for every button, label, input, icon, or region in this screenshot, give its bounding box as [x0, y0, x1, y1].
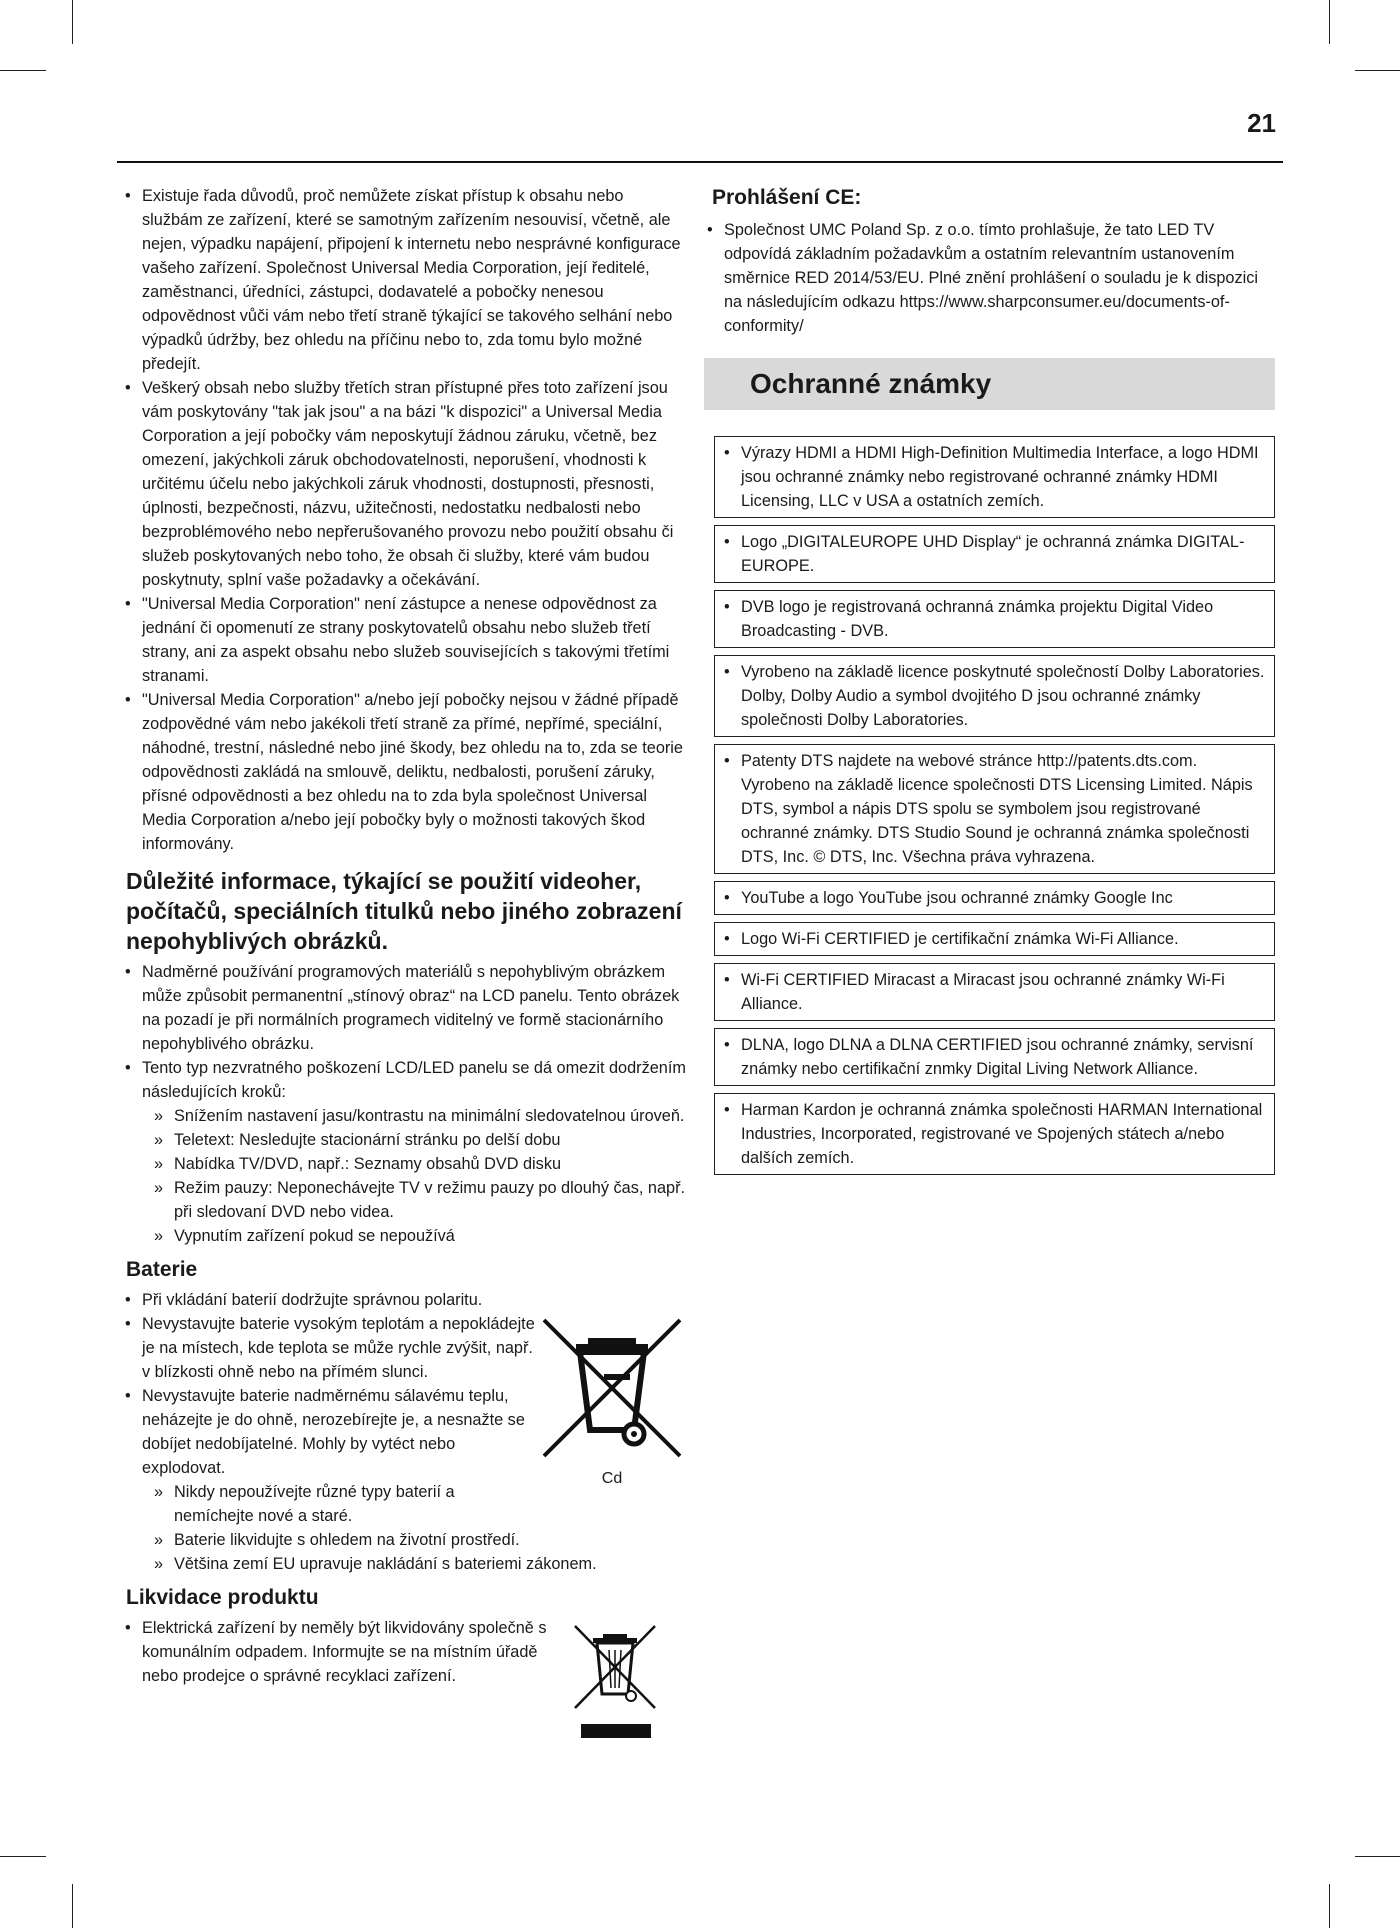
- trademarks-heading: Ochranné známky: [750, 368, 992, 399]
- trademark-box: [714, 590, 1275, 648]
- battery-weee-symbol: [537, 1318, 687, 1491]
- list-item: • Výrazy HDMI a HDMI High-Definition Multimedia Interface, a logo HDMI jsou ochranné známky nebo registrované ochranné známky HDMI Licensing, LLC v USA a ostatních zemích.: [715, 441, 1266, 513]
- list-item: • Logo „DIGITALEUROPE UHD Display“ je ochranná známka DIGITAL-EUROPE.: [715, 530, 1266, 578]
- list-item: • Společnost UMC Poland Sp. z o.o. tímto prohlašuje, že tato LED TV odpovídá základním požadavkům a ostatním relevantním ustanovením směrnice RED 2014/53/EU. Plné znění prohlášení o souladu je k dispozici na následujícím odkazu https://www.sharpconsumer.eu/documents-of-conformity/: [704, 218, 1275, 338]
- list-item: • Logo Wi-Fi CERTIFIED je certifikační známka Wi-Fi Alliance.: [715, 927, 1266, 951]
- video-list: [122, 960, 687, 1248]
- right-column: [704, 184, 1275, 1182]
- list-item: • Nadměrné používání programových materiálů s nepohyblivým obrázkem může způsobit permanentní „stínový obraz“ na LCD panelu. Tento obrázek na pozadí je při normálních programech viditelný ve formě stacionárního nepohyblivého obrázku.: [122, 960, 687, 1056]
- step-item: » Nikdy nepoužívejte různé typy baterií a nemíchejte nové a staré.: [154, 1480, 464, 1528]
- disposal-list: [122, 1616, 562, 1688]
- trademark-box: [714, 525, 1275, 583]
- list-item: • Patenty DTS najdete na webové stránce http://patents.dts.com. Vyrobeno na základě licence společnosti DTS Licensing Limited. Nápis DTS, symbol a nápis DTS spolu se symbolem jsou registrované ochranné známky. DTS Studio Sound je ochranná známka společnosti DTS, Inc. © DTS, Inc. Všechna práva vyhrazena.: [715, 749, 1266, 869]
- list-item: [122, 1056, 687, 1248]
- crop-mark: [1329, 1884, 1330, 1928]
- trademark-box: [714, 1093, 1275, 1175]
- disposal-heading: Likvidace produktu: [126, 1586, 319, 1609]
- step-item: » Vypnutím zařízení pokud se nepoužívá: [154, 1224, 687, 1248]
- step-item: » Režim pauzy: Neponechávejte TV v režimu pauzy po dlouhý čas, např. při sledovaní DVD nebo videa.: [154, 1176, 687, 1224]
- crop-mark: [1329, 0, 1330, 44]
- list-item: • Existuje řada důvodů, proč nemůžete získat přístup k obsahu nebo službám ze zařízení, které se samotným zařízením nesouvisí, včetně, ale nejen, výpadku napájení, připojení k internetu nebo nesprávné konfigurace vašeho zařízení. Společnost Universal Media Corporation, její ředitelé, zaměstnanci, úředníci, zástupci, dodavatelé a pobočky nenesou odpovědnost vůči vám nebo třetí straně týkající se takového selhání nebo výpadků údržby, bez ohledu na příčinu nebo to, zda tomu bylo možné předejít.: [122, 184, 687, 376]
- list-item-text: Tento typ nezvratného poškození LCD/LED panelu se dá omezit dodržením následujících kroků:: [142, 1059, 686, 1101]
- list-item: • Při vkládání baterií dodržujte správnou polaritu.: [122, 1288, 542, 1312]
- trademarks-list: [704, 436, 1275, 1175]
- trademark-box: [714, 1028, 1275, 1086]
- crop-mark: [0, 1856, 46, 1857]
- battery-heading: Baterie: [126, 1258, 198, 1281]
- video-heading: Důležité informace, týkající se použití videoher, počítačů, speciálních titulků nebo jiného zobrazení nepohyblivých obrázků.: [126, 868, 682, 954]
- crossed-bin-icon: [573, 1624, 657, 1740]
- list-item: • "Universal Media Corporation" není zástupce a nenese odpovědnost za jednání či opomenutí ze strany poskytovatelů obsahu nebo služeb třetí strany, ani za aspekt obsahu nebo služeb souvisejících s takovými třetími stranami.: [122, 592, 687, 688]
- disposal-section: [122, 1616, 687, 1688]
- ce-list: [704, 218, 1275, 338]
- list-item: • Elektrická zařízení by neměly být likvidovány společně s komunálním odpadem. Informujte se na místním úřadě nebo prodejce o správné recyklaci zařízení.: [122, 1616, 562, 1688]
- left-column: [122, 184, 687, 1688]
- battery-section: [122, 1288, 687, 1576]
- trademark-box: [714, 436, 1275, 518]
- list-item: • Nevystavujte baterie vysokým teplotám a nepokládejte je na místech, kde teplota se může rychle zvýšit, např. v blízkosti ohně nebo na přímém slunci.: [122, 1312, 542, 1384]
- trademark-box: [714, 881, 1275, 915]
- battery-icon-label: Cd: [601, 1470, 623, 1487]
- trademarks-heading-band: [704, 358, 1275, 410]
- product-weee-symbol: [573, 1624, 673, 1747]
- ce-heading: Prohlášení CE:: [712, 186, 862, 209]
- page-number: 21: [1247, 108, 1276, 138]
- crop-mark: [72, 0, 73, 44]
- battery-steps: [122, 1480, 687, 1576]
- step-item: » Teletext: Nesledujte stacionární stránku po delší dobu: [154, 1128, 687, 1152]
- list-item: • Harman Kardon je ochranná známka společnosti HARMAN International Industries, Incorporated, registrované ve Spojených státech a/nebo dalších zemích.: [715, 1098, 1266, 1170]
- battery-list: [122, 1288, 542, 1480]
- video-steps: [142, 1104, 687, 1248]
- list-item: • YouTube a logo YouTube jsou ochranné známky Google Inc: [715, 886, 1266, 910]
- header-rule: [117, 161, 1283, 163]
- list-item: • DVB logo je registrovaná ochranná známka projektu Digital Video Broadcasting - DVB.: [715, 595, 1266, 643]
- list-item: • Nevystavujte baterie nadměrnému sálavému teplu, neházejte je do ohně, nerozebírejte je, a nesnažte se dobíjet nedobíjatelné. Mohly by vytéct nebo explodovat.: [122, 1384, 542, 1480]
- step-item: » Většina zemí EU upravuje nakládání s bateriemi zákonem.: [154, 1552, 687, 1576]
- step-item: » Snížením nastavení jasu/kontrastu na minimální sledovatelnou úroveň.: [154, 1104, 687, 1128]
- trademark-box: [714, 655, 1275, 737]
- list-item: • DLNA, logo DLNA a DLNA CERTIFIED jsou ochranné známky, servisní známky nebo certifikační znmky Digital Living Network Alliance.: [715, 1033, 1266, 1081]
- crop-mark: [0, 70, 46, 71]
- list-item: • "Universal Media Corporation" a/nebo její pobočky nejsou v žádné případě zodpovědné vám nebo jakékoli třetí straně za přímé, nepřímé, speciální, náhodné, trestní, následné nebo jiné škody, bez ohledu na to, zda se teorie odpovědnosti zakládá na smlouvě, deliktu, nedbalosti, porušení záruky, přísné odpovědnosti a bez ohledu na to zda byla společnost Universal Media Corporation a/nebo její pobočky byly o možnosti takových škod informovány.: [122, 688, 687, 856]
- crop-mark: [1355, 1856, 1400, 1857]
- step-item: » Nabídka TV/DVD, např.: Seznamy obsahů DVD disku: [154, 1152, 687, 1176]
- trademark-box: [714, 922, 1275, 956]
- trademark-box: [714, 963, 1275, 1021]
- crossed-bin-icon: [542, 1318, 682, 1458]
- intro-list: [122, 184, 687, 856]
- list-item: • Vyrobeno na základě licence poskytnuté společností Dolby Laboratories. Dolby, Dolby Audio a symbol dvojitého D jsou ochranné známky společnosti Dolby Laboratories.: [715, 660, 1266, 732]
- list-item: • Wi-Fi CERTIFIED Miracast a Miracast jsou ochranné známky Wi-Fi Alliance.: [715, 968, 1266, 1016]
- crop-mark: [72, 1884, 73, 1928]
- trademark-box: [714, 744, 1275, 874]
- list-item: • Veškerý obsah nebo služby třetích stran přístupné přes toto zařízení jsou vám poskytovány "tak jak jsou" a na bázi "k dispozici" a Universal Media Corporation a její pobočky vám neposkytují žádnou záruku, včetně, bez omezení, jakýchkoli záruk obchodovatelnosti, neporušení, vhodnosti k určitému účelu nebo jakýchkoli záruk vhodnosti, dostupnosti, přesnosti, úplnosti, bezpečnosti, názvu, užitečnosti, nedostatku nedbalosti nebo bezproblémového nebo nepřerušovaného provozu nebo použití obsahu či služeb poskytovaných nebo toho, že obsah či služby, které vám budou poskytnuty, splní vaše požadavky a očekávání.: [122, 376, 687, 592]
- step-item: » Baterie likvidujte s ohledem na životní prostředí.: [154, 1528, 687, 1552]
- crop-mark: [1355, 70, 1400, 71]
